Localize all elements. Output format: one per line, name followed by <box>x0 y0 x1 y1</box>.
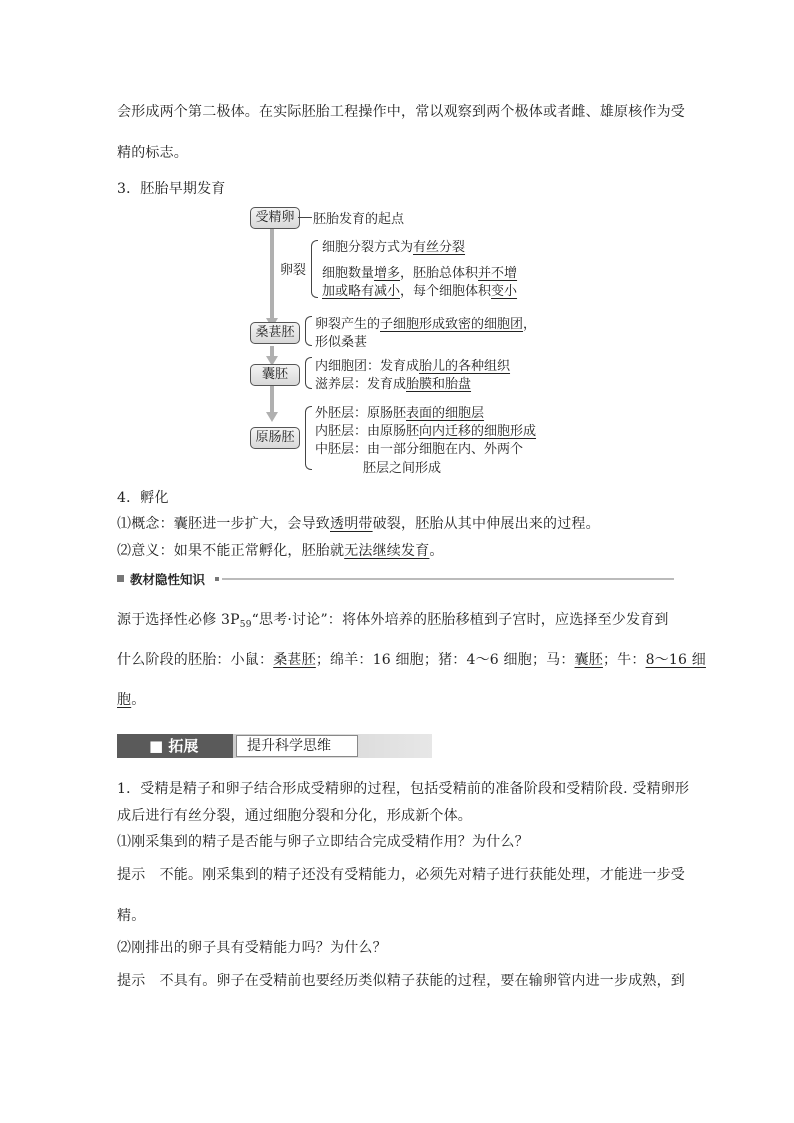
banner-expand-label: ■ 拓展 <box>117 734 233 758</box>
intro-line-1: 会形成两个第二极体。在实际胚胎工程操作中，常以观察到两个极体或者雌、雄原核作为受 <box>117 104 685 120</box>
cleavage-line-2: 细胞数量增多，胚胎总体积并不增 <box>322 266 518 281</box>
gastrula-box: 原肠胚 <box>250 427 300 449</box>
hidden-knowledge-title: 教材隐性知识 <box>130 572 206 587</box>
answer-1-line-1: 提示 不能。刚采集到的精子还没有受精能力，必须先对精子进行获能处理，才能进一步受 <box>117 867 685 883</box>
section-3-title: 3．胚胎早期发育 <box>117 181 226 197</box>
morula-line-2: 形似桑葚 <box>315 335 368 350</box>
hidden-line-3: 胞。 <box>117 692 146 708</box>
divider-line <box>222 578 674 580</box>
zygote-box: 受精卵 <box>250 207 300 229</box>
question-1: ⑴刚采集到的精子是否能与卵子立即结合完成受精作用？为什么？ <box>117 834 529 850</box>
expand-banner <box>117 734 432 758</box>
cleavage-brace <box>311 240 318 298</box>
gastrula-brace <box>305 406 312 470</box>
intro-line-2: 精的标志。 <box>117 145 188 161</box>
answer-1-line-2: 精。 <box>117 908 146 924</box>
morula-line-1: 卵裂产生的子细胞形成致密的细胞团， <box>315 317 537 332</box>
gastrula-line-1: 外胚层：原肠胚表面的细胞层 <box>315 406 485 421</box>
question-2: ⑵刚排出的卵子具有受精能力吗？为什么？ <box>117 940 387 956</box>
bullet-square <box>117 575 124 582</box>
section-4-title: 4．孵化 <box>117 490 169 506</box>
gastrula-line-4: 胚层之间形成 <box>363 461 442 476</box>
cleavage-line-1: 细胞分裂方式为有丝分裂 <box>322 240 466 255</box>
morula-brace <box>305 316 312 346</box>
blastocyst-brace <box>305 357 312 389</box>
gastrula-line-3: 中胚层：由一部分细胞在内、外两个 <box>315 442 524 457</box>
blastocyst-line-2: 滋养层：发育成胎膜和胎盘 <box>315 377 472 392</box>
answer-2-line-1: 提示 不具有。卵子在受精前也要经历类似精子获能的过程，要在输卵管内进一步成熟，到 <box>117 973 685 989</box>
connector-line <box>298 217 312 218</box>
blastocyst-line-1: 内细胞团：发育成胎儿的各种组织 <box>315 359 511 374</box>
cleavage-line-3: 加或略有减小，每个细胞体积变小 <box>322 284 518 299</box>
hatching-meaning: ⑵意义：如果不能正常孵化，胚胎就无法继续发育。 <box>117 543 444 559</box>
morula-box: 桑葚胚 <box>250 322 300 344</box>
expand-p1-line-2: 成后进行有丝分裂，通过细胞分裂和分化，形成新个体。 <box>117 808 472 824</box>
hatching-concept: ⑴概念：囊胚进一步扩大，会导致透明带破裂，胚胎从其中伸展出来的过程。 <box>117 516 600 532</box>
gastrula-line-2: 内胚层：由原肠胚向内迁移的细胞形成 <box>315 424 537 439</box>
hidden-line-1: 源于选择性必修 $3P_{59}“$思考·讨论”：将体外培养的胚胎移植到子宫时，应选择至少发育到 <box>117 612 669 630</box>
cleavage-label: 卵裂 <box>280 263 307 278</box>
hidden-line-2: 什么阶段的胚胎：小鼠：桑葚胚；绵羊：16 细胞；猪：4～6 细胞；马：囊胚；牛：8～16 细 <box>117 652 706 668</box>
banner-subtitle: 提升科学思维 <box>236 735 358 757</box>
expand-p1-line-1: 1．受精是精子和卵子结合形成受精卵的过程，包括受精前的准备阶段和受精阶段. 受精卵形 <box>117 781 690 797</box>
zygote-note: 胚胎发育的起点 <box>313 212 405 227</box>
blastocyst-box: 囊胚 <box>250 364 300 386</box>
bullet-dot <box>215 577 219 581</box>
